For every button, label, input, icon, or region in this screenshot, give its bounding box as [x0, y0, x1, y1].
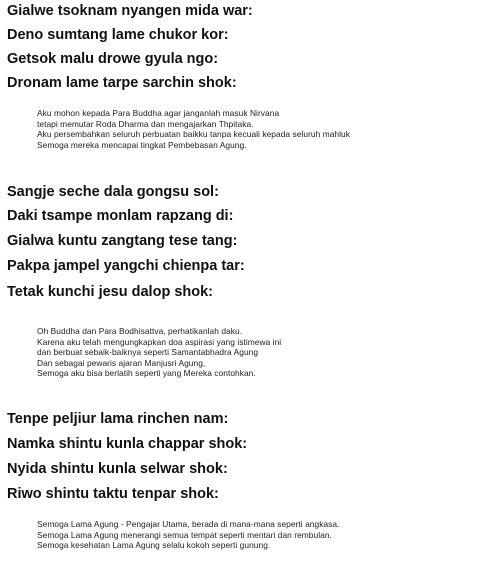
translation-line: Aku persembahkan seluruh perbuatan baikku tanpa kecuali kepada seluruh mahluk — [37, 129, 350, 140]
verse-line: Sangje seche dala gongsu sol: — [7, 184, 219, 200]
translation-block — [37, 326, 281, 379]
translation-line: dan berbuat sebaik-baiknya seperti Samantabhadra Agung — [37, 347, 259, 358]
verse-line: Deno sumtang lame chukor kor: — [7, 27, 229, 43]
verse-line: Tenpe peljiur lama rinchen nam: — [7, 411, 229, 427]
translation-line: Semoga mereka mencapai tingkat Pembebasan Agung. — [37, 139, 247, 150]
verse-line: Pakpa jampel yangchi chienpa tar: — [7, 258, 245, 274]
translation-block — [37, 108, 350, 150]
translation-line: Semoga Lama Agung - Pengajar Utama, berada di mana-mana seperti angkasa. — [37, 519, 340, 529]
translation-line: Dan sebagai pewaris ajaran Manjusri Agung, — [37, 357, 206, 368]
verse-line: Gialwa kuntu zangtang tese tang: — [7, 233, 238, 249]
translation-line: tetapi memutar Roda Dharma dan mengajarkan Thpitaka. — [37, 118, 254, 129]
translation-line: Semoga aku bisa berlatih seperti yang Mereka contohkan. — [37, 368, 256, 379]
translation-line: Semoga Lama Agung menerangi semua tempat seperti mentari dan rembulan. — [37, 529, 332, 540]
verse-line: Nyida shintu kunla selwar shok: — [7, 461, 228, 477]
verse-line: Getsok malu drowe gyula ngo: — [7, 51, 219, 67]
translation-line: Karena aku telah mengungkapkan doa aspirasi yang istimewa ini — [37, 336, 282, 347]
verse-line: Gialwe tsoknam nyangen mida war: — [7, 3, 253, 19]
translation-line: Oh Buddha dan Para Bodhisattva, perhatikanlah daku. — [37, 326, 243, 336]
verse-line: Tetak kunchi jesu dalop shok: — [7, 284, 213, 300]
verse-line: Daki tsampe monlam rapzang di: — [7, 208, 234, 224]
translation-line: Semoga kesehatan Lama Agung selalu kokoh seperti gunung. — [37, 540, 271, 551]
verse-line: Dronam lame tarpe sarchin shok: — [7, 75, 237, 91]
translation-block — [37, 519, 340, 551]
translation-line: Aku mohon kepada Para Buddha agar janganlah masuk Nirvana — [37, 108, 280, 118]
verse-line: Riwo shintu taktu tenpar shok: — [7, 486, 219, 502]
verse-line: Namka shintu kunla chappar shok: — [7, 436, 248, 452]
